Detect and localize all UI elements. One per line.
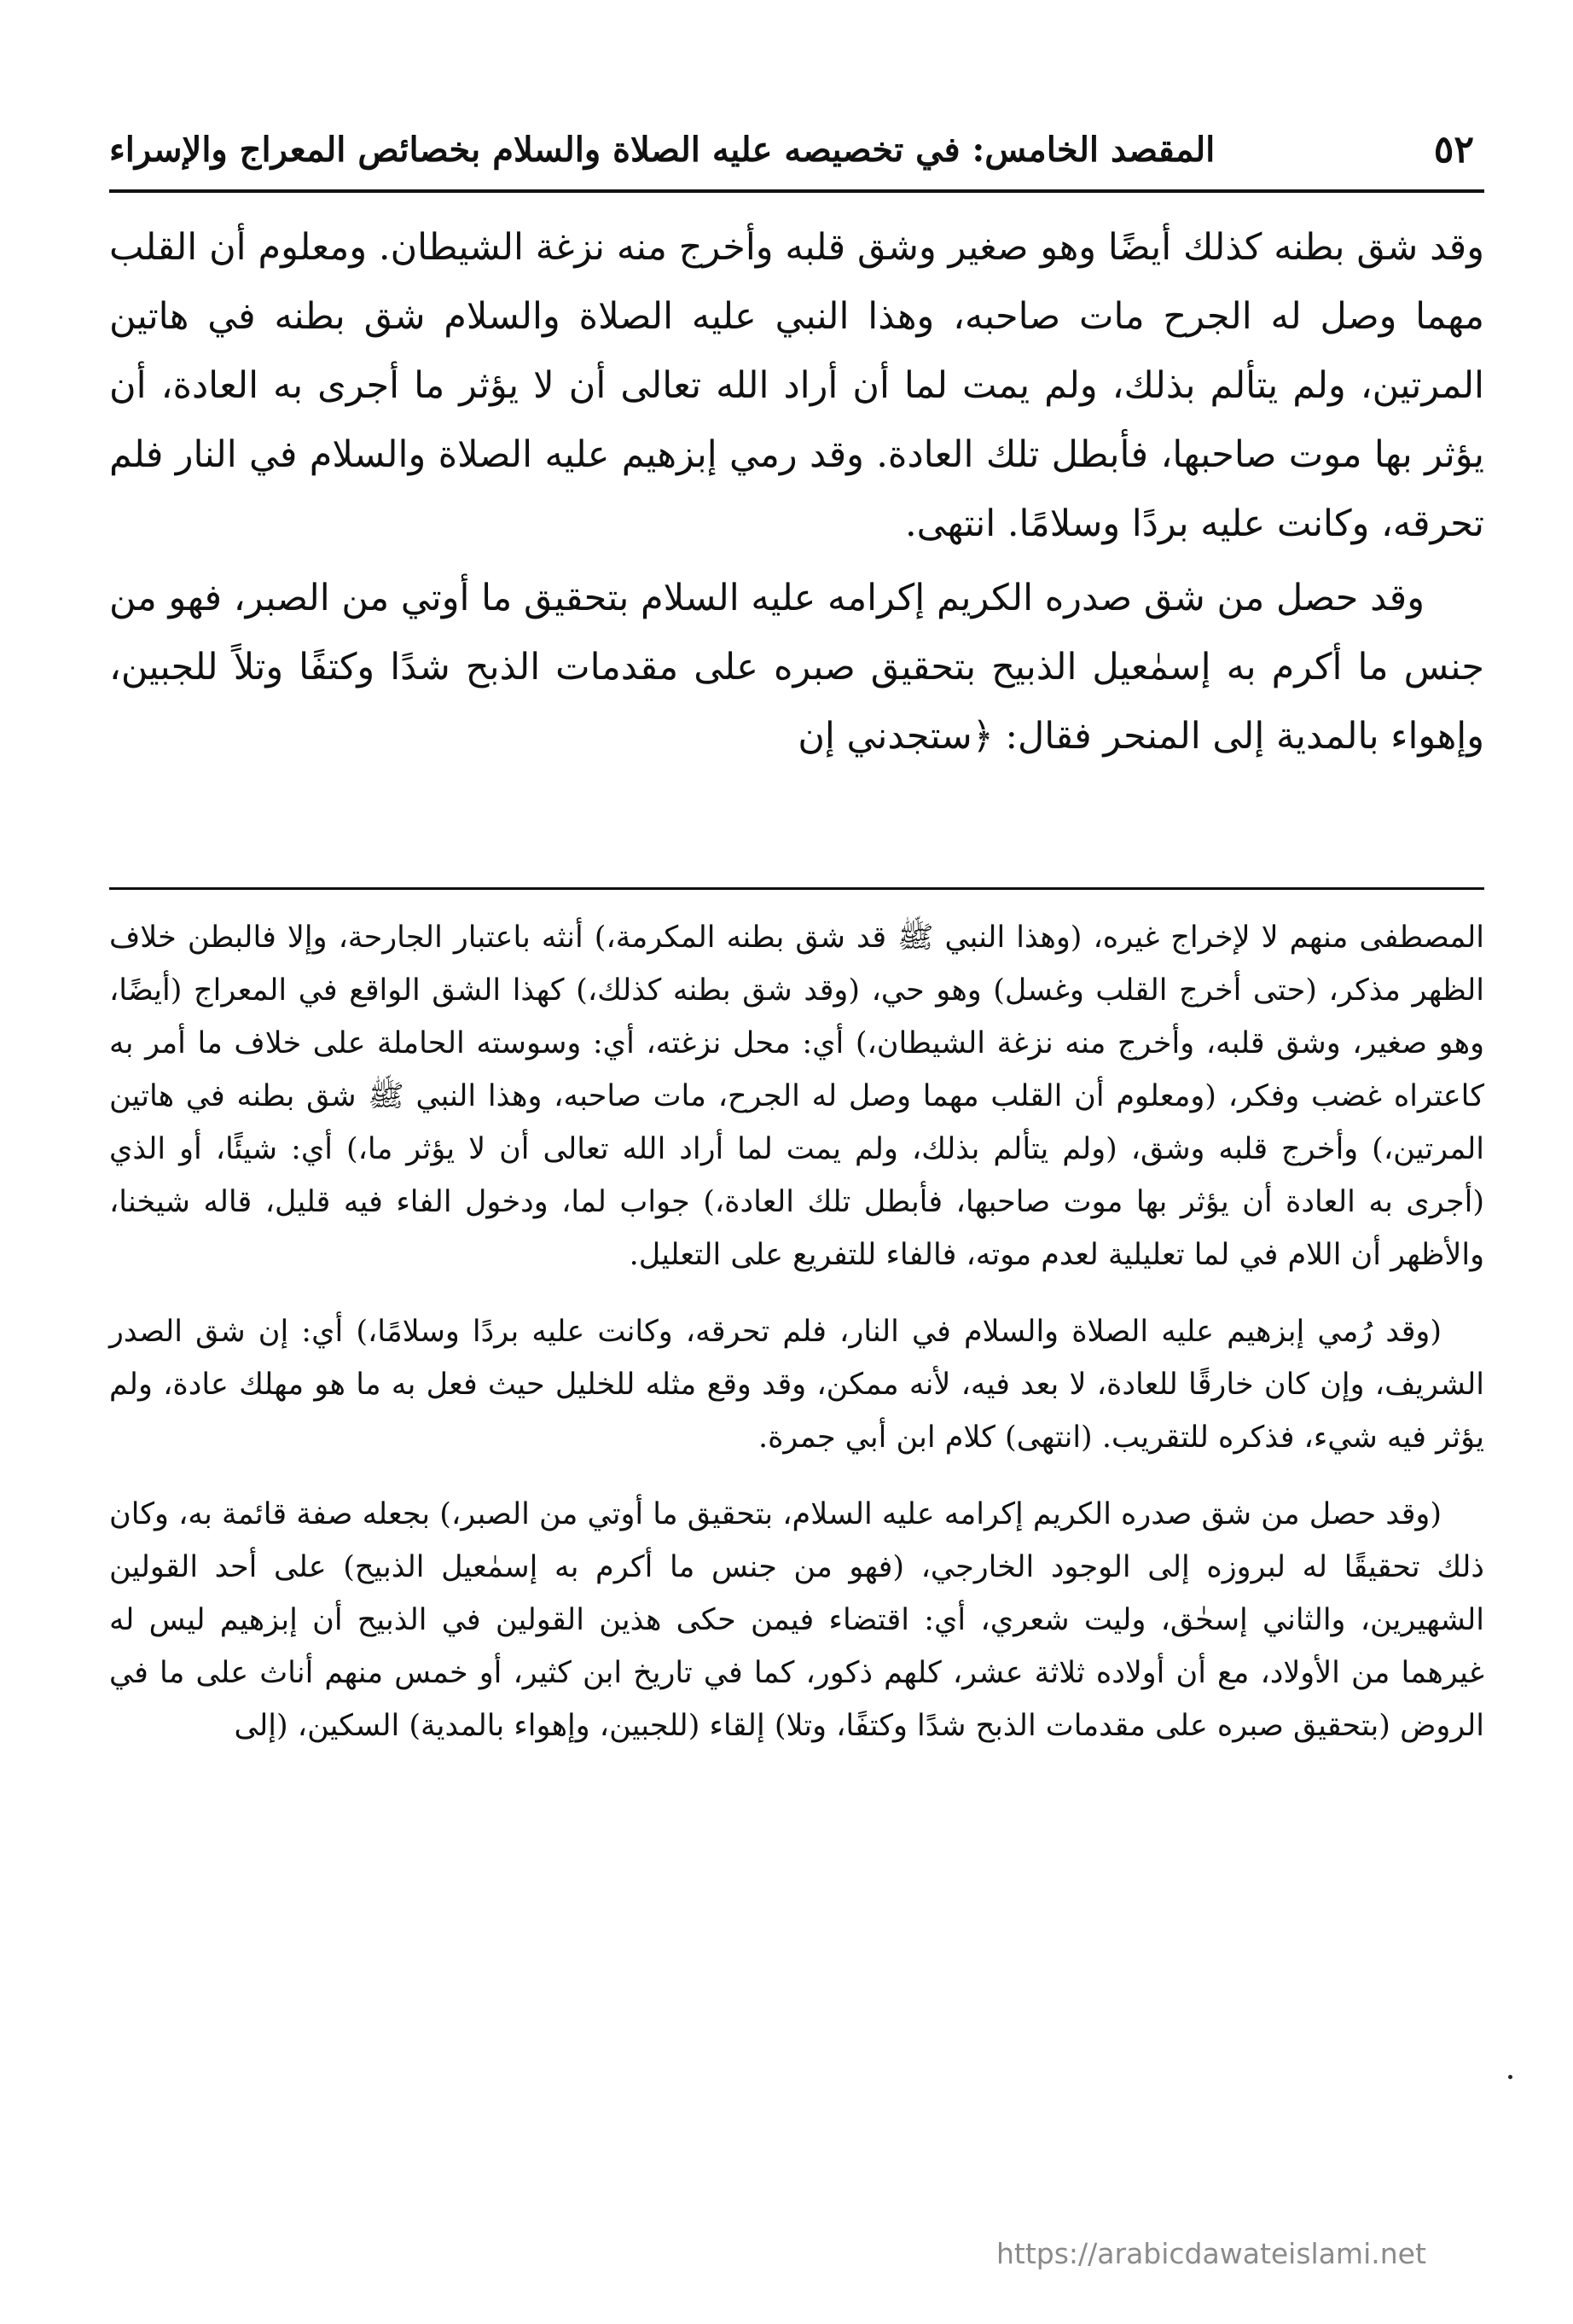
main-text <box>109 213 1484 776</box>
main-paragraph: وقد حصل من شق صدره الكريم إكرامه عليه السلام بتحقيق ما أوتي من الصبر، فهو من جنس ما أكرم به إسمٰعيل الذبيح بتحقيق صبره على مقدمات الذبح شدًا وكتفًا وتلاً للجبين، وإهواء بالمدية إلى المنحر فقال: ﴿ستجدني إن <box>109 577 1484 758</box>
commentary-paragraph: (وقد رُمي إبزهيم عليه الصلاة والسلام في النار، فلم تحرقه، وكانت عليه بردًا وسلامًا،) أي: إن شق الصدر الشريف، وإن كان خارقًا للعادة، لا بعد فيه، لأنه ممكن، وقد وقع مثله للخليل حيث فعل به ما هو مهلك عادة، ولم يؤثر فيه شيء، فذكره للتقريب. (انتهى) كلام ابن أبي جمرة. <box>109 1315 1484 1455</box>
page-header <box>109 119 1474 179</box>
commentary-paragraph: (وقد حصل من شق صدره الكريم إكرامه عليه السلام، بتحقيق ما أوتي من الصبر،) بجعله صفة قائمة به، وكان ذلك تحقيقًا له لبروزه إلى الوجود الخارجي، (فهو من جنس ما أكرم به إسمٰعيل الذبيح) على أحد القولين الشهيرين، والثاني إسحٰق، وليت شعري، أي: اقتضاء فيمن حكى هذين القولين في الذبيح أن إبزهيم ليس له غيرهما من الأولاد، مع أن أولاده ثلاثة عشر، كلهم ذكور، كما في تاريخ ابن كثير، أو خمس منهم أناث على ما في الروض (بتحقيق صبره على مقدمات الذبح شدًا وكتفًا، وتلا) إلقاء (للجبين، وإهواء بالمدية) السكين، (إلى <box>109 1497 1484 1743</box>
footnote-separator <box>109 887 1484 890</box>
header-rule <box>109 189 1484 193</box>
page-number: ٥٢ <box>1433 127 1474 171</box>
running-title: المقصد الخامس: في تخصيصه عليه الصلاة والسلام بخصائص المعراج والإسراء <box>109 129 1216 170</box>
commentary-paragraph: المصطفى منهم لا لإخراج غيره، (وهذا النبي ﷺ قد شق بطنه المكرمة،) أنثه باعتبار الجارحة، وإلا فالبطن خلاف الظهر مذكر، (حتى أخرج القلب وغسل) وهو حي، (وقد شق بطنه كذلك،) كهذا الشق الواقع في المعراج (أيضًا، وهو صغير، وشق قلبه، وأخرج منه نزغة الشيطان،) أي: محل نزغته، أي: وسوسته الحاملة على خلاف ما أمر به كاعتراه غضب وفكر، (ومعلوم أن القلب مهما وصل له الجرح، مات صاحبه، وهذا النبي ﷺ شق بطنه في هاتين المرتين،) وأخرج قلبه وشق، (ولم يتألم بذلك، ولم يمت لما أراد الله تعالى أن لا يؤثر ما،) أي: شيئًا، أو الذي (أجرى به العادة أن يؤثر بها موت صاحبها، فأبطل تلك العادة،) جواب لما، ودخول الفاء فيه قليل، قاله شيخنا، والأظهر أن اللام في لما تعليلية لعدم موته، فالفاء للتفريع على التعليل. <box>109 921 1485 1272</box>
commentary-text <box>109 911 1484 1776</box>
main-paragraph: وقد شق بطنه كذلك أيضًا وهو صغير وشق قلبه وأخرج منه نزغة الشيطان. ومعلوم أن القلب مهما وصل له الجرح مات صاحبه، وهذا النبي عليه الصلاة والسلام شق بطنه في هاتين المرتين، ولم يتألم بذلك، ولم يمت لما أن أراد الله تعالى أن لا يؤثر ما أجرى به العادة، أن يؤثر بها موت صاحبها، فأبطل تلك العادة. وقد رمي إبزهيم عليه الصلاة والسلام في النار فلم تحرقه، وكانت عليه بردًا وسلامًا. انتهى. <box>109 226 1484 545</box>
watermark-url: https://arabicdawateislami.net <box>996 2237 1426 2270</box>
margin-dot <box>1508 2075 1512 2079</box>
